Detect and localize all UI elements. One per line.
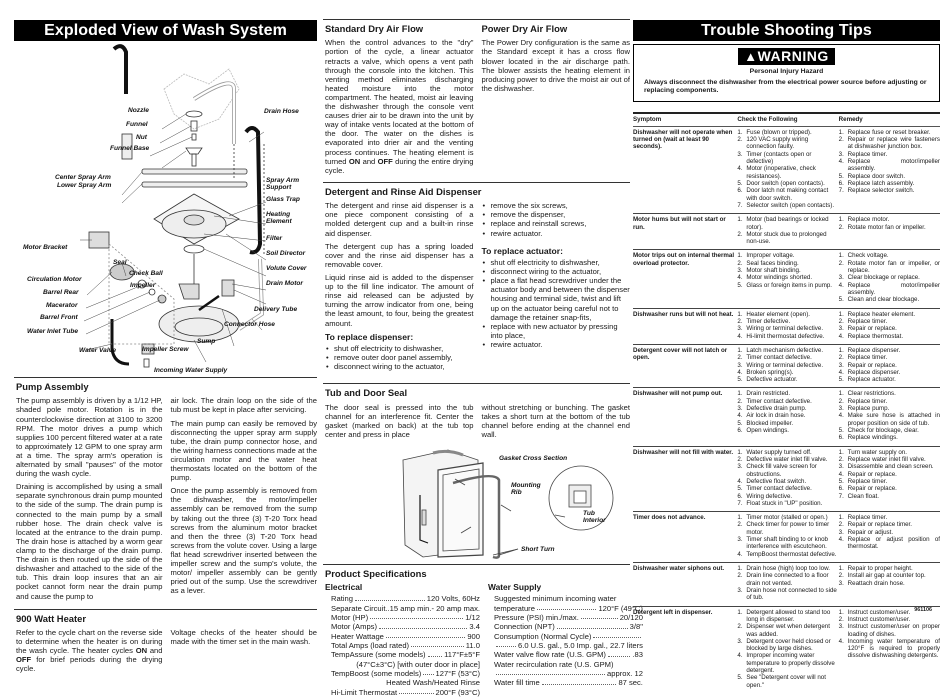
list-item: 6. Open windings. [737,427,790,435]
list-item: 6. Door latch not making contact with door switch. [737,187,829,202]
list-item: 3. Reattach drain hose. [838,579,905,587]
spec-row: Total Amps (load rated) 11.0 [331,640,480,650]
list-item: 3. Wiring or terminal defective. [737,325,824,333]
tub-seal-paragraph: without stretching or bunching. The gasket takes a short turn at the bottom of the tub channel before ending at the channel end wall. [481,402,630,439]
list-item: 4. Replace thermostat. [838,332,904,340]
check-cell [737,388,838,446]
spec-row: Motor (Amps) 3.4 [331,622,480,632]
label-impeller-screw: Impeller Screw [142,346,189,353]
warning-subtitle: Personal Injury Hazard [749,68,824,75]
spec-row: approx. 12 [494,669,643,678]
list-item: 6. Repair or replace. [838,485,897,493]
remedy-cell [839,214,940,250]
electrical-specs [323,580,480,697]
list-item: 1. Fuse (blown or tripped). [737,128,812,136]
list-item: 5. Defective actuator. [737,376,798,384]
spec-row-continued: (47°C±3°C) [with outer door in place] [356,659,480,669]
list-item: 1. Repair to proper height. [838,565,913,573]
label-nut: Nut [136,134,147,141]
symptom-cell: Dishwasher will not operate when turned on (wait at least 90 seconds). [633,128,733,151]
label-nozzle: Nozzle [128,107,149,114]
symptom-cell: Detergent cover will not latch or open. [633,344,737,388]
list-item: 5. Glass or foreign items in pump. [737,281,833,289]
pump-assembly-title: Pump Assembly [16,381,89,392]
header-check: Check the Following [737,113,838,126]
remedy-cell [839,308,940,344]
list-item: 5. Clean and clear blockage. [838,296,920,304]
troubleshooting-title: Trouble Shooting Tips [633,20,940,41]
step-item: • rewire actuator. [482,340,631,349]
list-item: 5. Door switch (open contacts). [737,179,825,187]
list-item: 3. Clear blockage or replace. [838,274,920,282]
list-item: 2. Replace timer. [838,354,888,362]
middle-column [323,0,643,697]
standard-dry-text: When the control advances to the "dry" portion of the cycle, a linear actuator retracts a valve, which opens a vent path through the console into the kitchen. This venting method eliminates discharging heated moisture into the motor compartment. The heated, moist air leaving the dishwasher through the console vent causes drier air to be drawn into the unit by way of intake vents located at the bottom of the door. The water on the dishes is evaporated into drier air and the venting process continues. The heating element is turned ON and OFF during the entire drying cycle. [325,38,474,175]
spec-row-continued: Heated Wash/Heated Rinse [386,678,480,688]
list-item: 2. Rotate motor fan or impeller. [838,223,926,231]
list-item: 4. TempBoost thermostat defective. [737,550,837,558]
pump-paragraph: air lock. The drain loop on the side of the tub must be kept in place after servicing. [170,396,317,415]
remedy-cell [839,126,940,213]
list-item: 1. Instruct customer/user. [838,608,911,616]
step-item: • disconnect wiring to the actuator, [482,267,631,276]
label-connector-hose: Connector Hose [224,321,275,328]
table-row [633,563,940,607]
tub-seal-title: Tub and Door Seal [325,387,408,399]
heater-rule [14,609,317,610]
replace-dispenser-title: To replace dispenser: [325,331,414,342]
check-cell [737,308,838,344]
label-mounting-rib: Mounting Rib [511,481,541,497]
remedy-cell [839,512,940,563]
spec-row: 6.0 U.S. gal., 5.0 Imp. gal., 22.7 liters [494,641,643,650]
list-item: 2. Defective water inlet fill valve. [737,455,828,463]
list-item: 3. Detergent cover held closed or blocked by large dishes. [737,637,831,653]
list-item: 6. Replace latch assembly. [838,179,915,187]
list-item: 2. Dispenser wet when detergent was added. [737,623,830,638]
list-item: 3. Check fill valve screen for obstructions. [737,463,817,478]
list-item: 3. Motor shaft binding. [737,267,801,275]
list-item: 3. Repair or adjust. [838,528,894,536]
spec-row: Consumption (Normal Cycle) [494,632,643,641]
dispenser-rule [323,182,630,183]
list-item: 4. Hi-limit thermostat defective. [737,332,825,340]
list-item: 2. Timer contact defective. [737,354,812,362]
list-item: 2. Install air gap at counter top. [838,572,926,580]
list-item: 4. Replace or adjust position of thermostat. [838,536,940,551]
label-sump: Sump [197,338,216,345]
spec-row: temperature 120°F (49°C) [493,603,643,613]
table-row [633,308,940,344]
list-item: 4. Repair or replace. [838,470,897,478]
list-item: 1. Replace dispenser. [838,346,901,354]
dispenser-title: Detergent and Rinse Aid Dispenser [325,185,482,197]
heater-paragraph: Voltage checks of the heater should be made with the timer set in the main wash. [170,627,317,647]
left-column [14,0,317,678]
list-item: 2. Replace timer. [838,397,888,405]
symptom-cell: Detergent left in dispenser. [633,606,737,693]
list-item: 1. Replace timer. [838,514,888,522]
list-item: 5. Blocked impeller. [737,419,794,427]
step-item: • replace and reinstall screws, [482,219,631,228]
label-seal: Seal [113,259,127,266]
step-item: • remove the dispenser, [482,210,631,219]
list-item: 1. Drain hose (high) loop too low. [737,565,830,573]
list-item: 4. Incoming water temperature of 120°F is required to properly dissolve dishwashing detergents. [838,637,940,660]
label-barrel-rear: Barrel Rear [43,289,79,296]
list-item: 2. Repair or replace wire fasteners at dishwasher junction box. [838,136,940,151]
list-item: 6. Wiring defective. [737,492,793,500]
label-gasket-cross-section: Gasket Cross Section [499,454,568,462]
list-item: 7. Replace selector switch. [838,187,915,195]
list-item: 5. See "Detergent cover will not open." [737,674,826,689]
spec-row: Heater Wattage 900 [331,631,480,641]
list-item: 2. Drain line connected to a floor drain not vented. [737,572,829,587]
wash-system-diagram [14,44,317,374]
check-cell [737,563,838,607]
list-item: 1. Detergent allowed to stand too long in dispenser. [737,608,831,623]
list-item: 4. Make sure hose is attached in proper position on side of tub. [838,412,940,427]
spec-row: Suggested minimum incoming water [493,594,617,604]
check-cell [737,344,838,388]
list-item: 1. Replace heater element. [838,310,916,318]
list-item: 1. Improper voltage. [737,252,795,260]
specs-body [323,580,643,697]
step-item: • shut off electricity to dishwasher, [325,344,474,353]
list-item: 2. Repair or replace timer. [838,521,912,529]
spec-row: Rating 120 Volts, 60Hz [331,594,480,604]
pump-assembly-body [14,396,317,604]
list-item: 3. Timer (contacts open or defective) [737,150,812,166]
list-item: 5. Check for blockage, clear. [838,427,919,435]
list-item: 3. Replace timer. [838,150,888,158]
replace-actuator-title: To replace actuator: [481,245,564,256]
pump-paragraph: Once the pump assembly is removed from the dishwasher, the motor/impeller assembly can be removed from the sump by taking out the three (3) T-20 Torx head screws from the aluminum motor bracket and then the three (3) T-20 Torx head screws from the volute cover. Using a large flat head screwdriver inserted between the impeller screw and the sump's volute, the motor/ impeller assembly can be gently pried out of the sump. Use the screwdriver as a lever. [170,486,317,596]
list-item: 4. Air lock in drain hose. [737,412,806,420]
check-cell [737,250,838,308]
list-item: 3. Repair or replace. [838,325,897,333]
table-row [633,344,940,388]
pump-paragraph: Draining is accomplished by using a small separate synchronous drain pump mounted to the side of the sump. The drain pump is connected to the main pump by a small rubber hose. The drain check valve is located at the entrance to the drain pump. The drain hose is attached by a worm gear clamp to the discharge of the drain pump. The drain is then routed up the side of the dishwasher and attached to the side of the tub. This drain loop insures that an air pocket cannot form near the drain pump and cause the pump to [16,482,163,601]
list-item: 7. Selector switch (open contacts). [737,201,835,209]
document-number: 961106 [914,607,932,613]
list-item: 1. Check voltage. [838,252,889,260]
table-row [633,250,940,308]
list-item: 4. Improper incoming water temperature to properly dissolve detergent. [737,652,835,675]
list-item: 6. Replace windings. [838,434,898,442]
list-item: 4. Replace motor/impeller assembly. [838,158,940,173]
list-item: 2. Replace water inlet fill valve. [838,455,926,463]
symptom-cell: Motor hums but will not start or run. [633,214,737,250]
list-item: 1. Motor (bad bearings or locked rotor). [737,216,829,231]
dispenser-paragraph: Liquid rinse aid is added to the dispenser up to the fill line indicator. The amount of rinse aid released can be adjusted by turning the arrow indicator from one, being the least amount, to four, being the greatest amount. [325,272,474,328]
label-glass-trap: Glass Trap [266,196,300,203]
list-item: 1. Turn water supply on. [838,448,907,456]
list-item: 3. Instruct customer/user on proper loading of dishes. [838,623,940,638]
water-supply-specs [486,580,643,697]
table-row [633,446,940,512]
tub-seal-paragraph: The door seal is pressed into the tub channel for an interference fit. Center the gasket (marked on back) at the tub top center and press in place [325,402,474,439]
replace-dispenser-steps-cont [482,201,631,237]
water-supply-title: Water Supply [487,582,542,593]
table-row [633,126,940,213]
spec-row: TempAssure (some models) 117°F±5°F [331,650,480,660]
table-row [633,512,940,563]
table-row [633,214,940,250]
heater-body [14,628,317,678]
remedy-cell [839,344,940,388]
heater-paragraph: Refer to the cycle chart on the reverse side to determine when the heater is on during the wash cycle. The heater cycles ON and OFF for brief periods during the drying cycle. [16,627,163,674]
list-item: 4. Motor windings shorted. [737,274,813,282]
troubleshooting-table [633,112,940,693]
dispenser-paragraph: The detergent cup has a spring loaded cover and the rinse aid dispenser has a removable cover. [325,241,474,269]
label-lower-spray-arm: Lower Spray Arm [57,182,112,189]
spec-row: Motor (HP) 1/12 [331,613,480,622]
table-row [633,606,940,693]
specs-title: Product Specifications [325,567,427,579]
list-item: 2. Timer defective. [737,317,791,325]
list-item: 1. Water supply turned off. [737,448,812,456]
list-item: 4. Broken spring(s). [737,368,794,376]
troubleshooting-rows [633,126,940,693]
label-motor-bracket: Motor Bracket [23,244,68,251]
list-item: 2. Instruct customer/user. [838,615,911,623]
label-volute-cover: Volute Cover [266,265,307,272]
remedy-cell [839,606,940,693]
standard-dry-title: Standard Dry Air Flow [325,23,424,34]
dry-air-section [323,20,630,179]
list-item: 2. Rotate motor fan or impeller, or replace. [838,259,940,275]
list-item: 2. Seal faces binding. [737,259,799,267]
power-dry-title: Power Dry Air Flow [481,23,568,34]
dispenser-body [323,201,630,375]
spec-row: Water recirculation rate (U.S. GPM) [493,659,614,669]
label-barrel-front: Barrel Front [40,314,78,321]
list-item: 5. Replace actuator. [838,376,896,384]
spec-row: Connection (NPT) 3/8" [493,622,643,632]
remedy-cell [839,250,940,308]
symptom-cell: Dishwasher runs but will not heat. [633,308,737,344]
list-item: 3. Wiring or terminal defective. [737,361,824,369]
spec-row: Water valve flow rate (U.S. GPM) .83 [493,650,643,660]
label-spray-arm-support: Spray Arm Support [266,177,300,192]
label-circulation-motor: Circulation Motor [27,276,82,283]
step-item: • remove the six screws, [482,201,631,210]
spec-row: Separate Circuit..15 amp min.- 20 amp max. [331,603,480,613]
warning-box [633,44,940,102]
symptom-cell: Timer does not advance. [633,512,737,563]
check-cell [737,606,838,693]
list-item: 1. Clear restrictions. [838,390,896,398]
label-heating-element: Heating Element [266,211,292,226]
list-item: 2. Motor stuck due to prolonged non-use. [737,230,827,246]
warning-triangle-icon: ▲ [744,49,758,64]
step-item: • disconnect wiring to the actuator, [325,362,474,371]
table-row [633,388,940,446]
check-cell [737,446,838,512]
list-item: 3. Replace pump. [838,405,890,413]
spec-row: Pressure (PSI) min./max. 20/120 [493,613,643,622]
symptom-cell: Dishwasher water siphons out. [633,563,737,607]
list-item: 3. Defective drain pump. [737,405,807,413]
label-short-turn: Short Turn [521,545,555,553]
remedy-cell [839,446,940,512]
header-remedy: Remedy [839,113,940,126]
step-item: • remove outer door panel assembly, [325,353,474,362]
label-water-valve: Water Valve [79,347,117,354]
spec-row: Water fill time 87 sec. [493,678,643,688]
label-check-ball: Check Ball [129,270,163,277]
step-item: • rewire actuator. [482,229,631,238]
label-center-spray-arm: Center Spray Arm [55,174,111,181]
list-item: 5. Replace door switch. [838,172,906,180]
list-item: 3. Disassemble and clean screen. [838,463,934,471]
step-item: • place a flat head screwdriver under the actuator body and between the dispenser housing and terminal side, twist and lift up on the actuator being careful not to damage the retainer snap-fits, [482,276,631,322]
list-item: 2. Replace timer. [838,317,888,325]
list-item: 2. Check timer for power to timer motor. [737,521,830,536]
label-drain-motor: Drain Motor [266,280,303,287]
label-drain-hose: Drain Hose [264,108,299,115]
list-item: 2. 120 VAC supply wiring connection faulty. [737,136,809,151]
list-item: 1. Replace motor. [838,216,890,224]
tub-seal-rule [323,383,630,384]
list-item: 1. Replace fuse or reset breaker. [838,128,931,136]
header-symptom: Symptom [633,113,737,126]
symptom-cell: Dishwasher will not pump out. [633,388,737,446]
warning-label: ▲WARNING [738,48,835,65]
list-item: 5. Timer contact defective. [737,485,812,493]
list-item: 1. Latch mechanism defective. [737,346,824,354]
tub-gasket-illustration [323,445,630,560]
replace-actuator-steps [482,258,631,349]
list-item: 1. Timer motor (stalled or open.) [737,514,828,522]
list-item: 4. Replace dispenser. [838,368,901,376]
label-impeller: Impeller [130,282,156,289]
list-item: 4. Replace motor/impeller assembly. [838,281,940,297]
symptom-cell: Motor trips out on internal thermal overload protector. [633,250,737,308]
list-item: 3. Drain hose not connected to side of tub. [737,586,837,602]
label-soil-director: Soil Director [266,250,306,257]
replace-dispenser-steps [325,344,474,371]
electrical-title: Electrical [325,582,363,593]
right-column [633,0,940,693]
label-funnel: Funnel [126,121,148,128]
remedy-cell [839,563,940,607]
step-item: • shut off electricity to dishwasher, [482,258,631,267]
check-cell [737,214,838,250]
spec-row: TempBoost (some models) 127°F (53°C) [331,668,480,678]
label-macerator: Macerator [46,302,78,309]
list-item: 1. Drain restricted. [737,390,791,398]
dispenser-paragraph: The detergent and rinse aid dispenser is a one piece component consisting of a molded detergent cup and a built-in rinse aid dispenser. [325,201,474,238]
exploded-view-title: Exploded View of Wash System [14,20,317,41]
list-item: 2. Timer contact defective. [737,397,812,405]
pump-paragraph: The main pump can easily be removed by disconnecting the upper spray arm supply tube, the drain pump connector hose, and the wiring harness connections made at the circulation motor and the water heat thermostats located on the bottom of the pump. [170,418,317,483]
list-item: 7. Float stuck in "UP" position. [737,499,823,507]
list-item: 3. Repair or replace. [838,361,897,369]
list-item: 3. Timer shaft binding to or knob interference with escutcheon. [737,536,828,551]
warning-text: Always disconnect the dishwasher from the electrical power source before adjusting or replacing components. [644,79,927,95]
label-filter: Filter [266,235,283,242]
step-item: • replace with new actuator by pressing into place, [482,322,631,340]
remedy-cell [839,388,940,446]
symptom-cell: Dishwasher will not fill with water. [633,446,737,512]
power-dry-text: The Power Dry configuration is the same as the Standard except it has a cross flow blower located in the air discharge path. The blower assists the heating element in producing power to drive the moist air out of the dishwasher. [481,38,630,93]
specs-rule [323,564,630,565]
check-cell [737,126,838,213]
label-funnel-base: Funnel Base [110,145,150,152]
label-tub-interior: Tub Interior [583,509,606,525]
list-item: 1. Heater element (open). [737,310,811,318]
pump-assembly-rule [14,377,317,378]
tub-seal-diagram [323,445,630,560]
heater-title: 900 Watt Heater [16,612,86,624]
list-item: 4. Motor (inoperative, check resistances). [737,165,816,180]
check-cell [737,512,838,563]
pump-paragraph: The pump assembly is driven by a 1/12 HP, shaded pole motor. Rotation is in the counterclockwise direction at 3100 to 3200 RPM. The motor drives a pump which supplies 100 percent filtered water at a rate to approximately 12 GPM to one spray arm at a time. The spray arm's operation is alternated by small "pauses" of the motor during the wash cycle. [16,396,163,479]
list-item: 5. Replace timer. [838,477,888,485]
label-incoming-water-supply: Incoming Water Supply [154,367,228,374]
spec-row: Hi-Limit Thermostat 200°F (93°C) [331,687,480,697]
list-item: 7. Clean float. [838,492,879,500]
tub-seal-body [323,403,630,443]
label-delivery-tube: Delivery Tube [254,306,298,313]
list-item: 4. Defective float switch. [737,477,807,485]
label-water-inlet-tube: Water Inlet Tube [27,328,79,335]
